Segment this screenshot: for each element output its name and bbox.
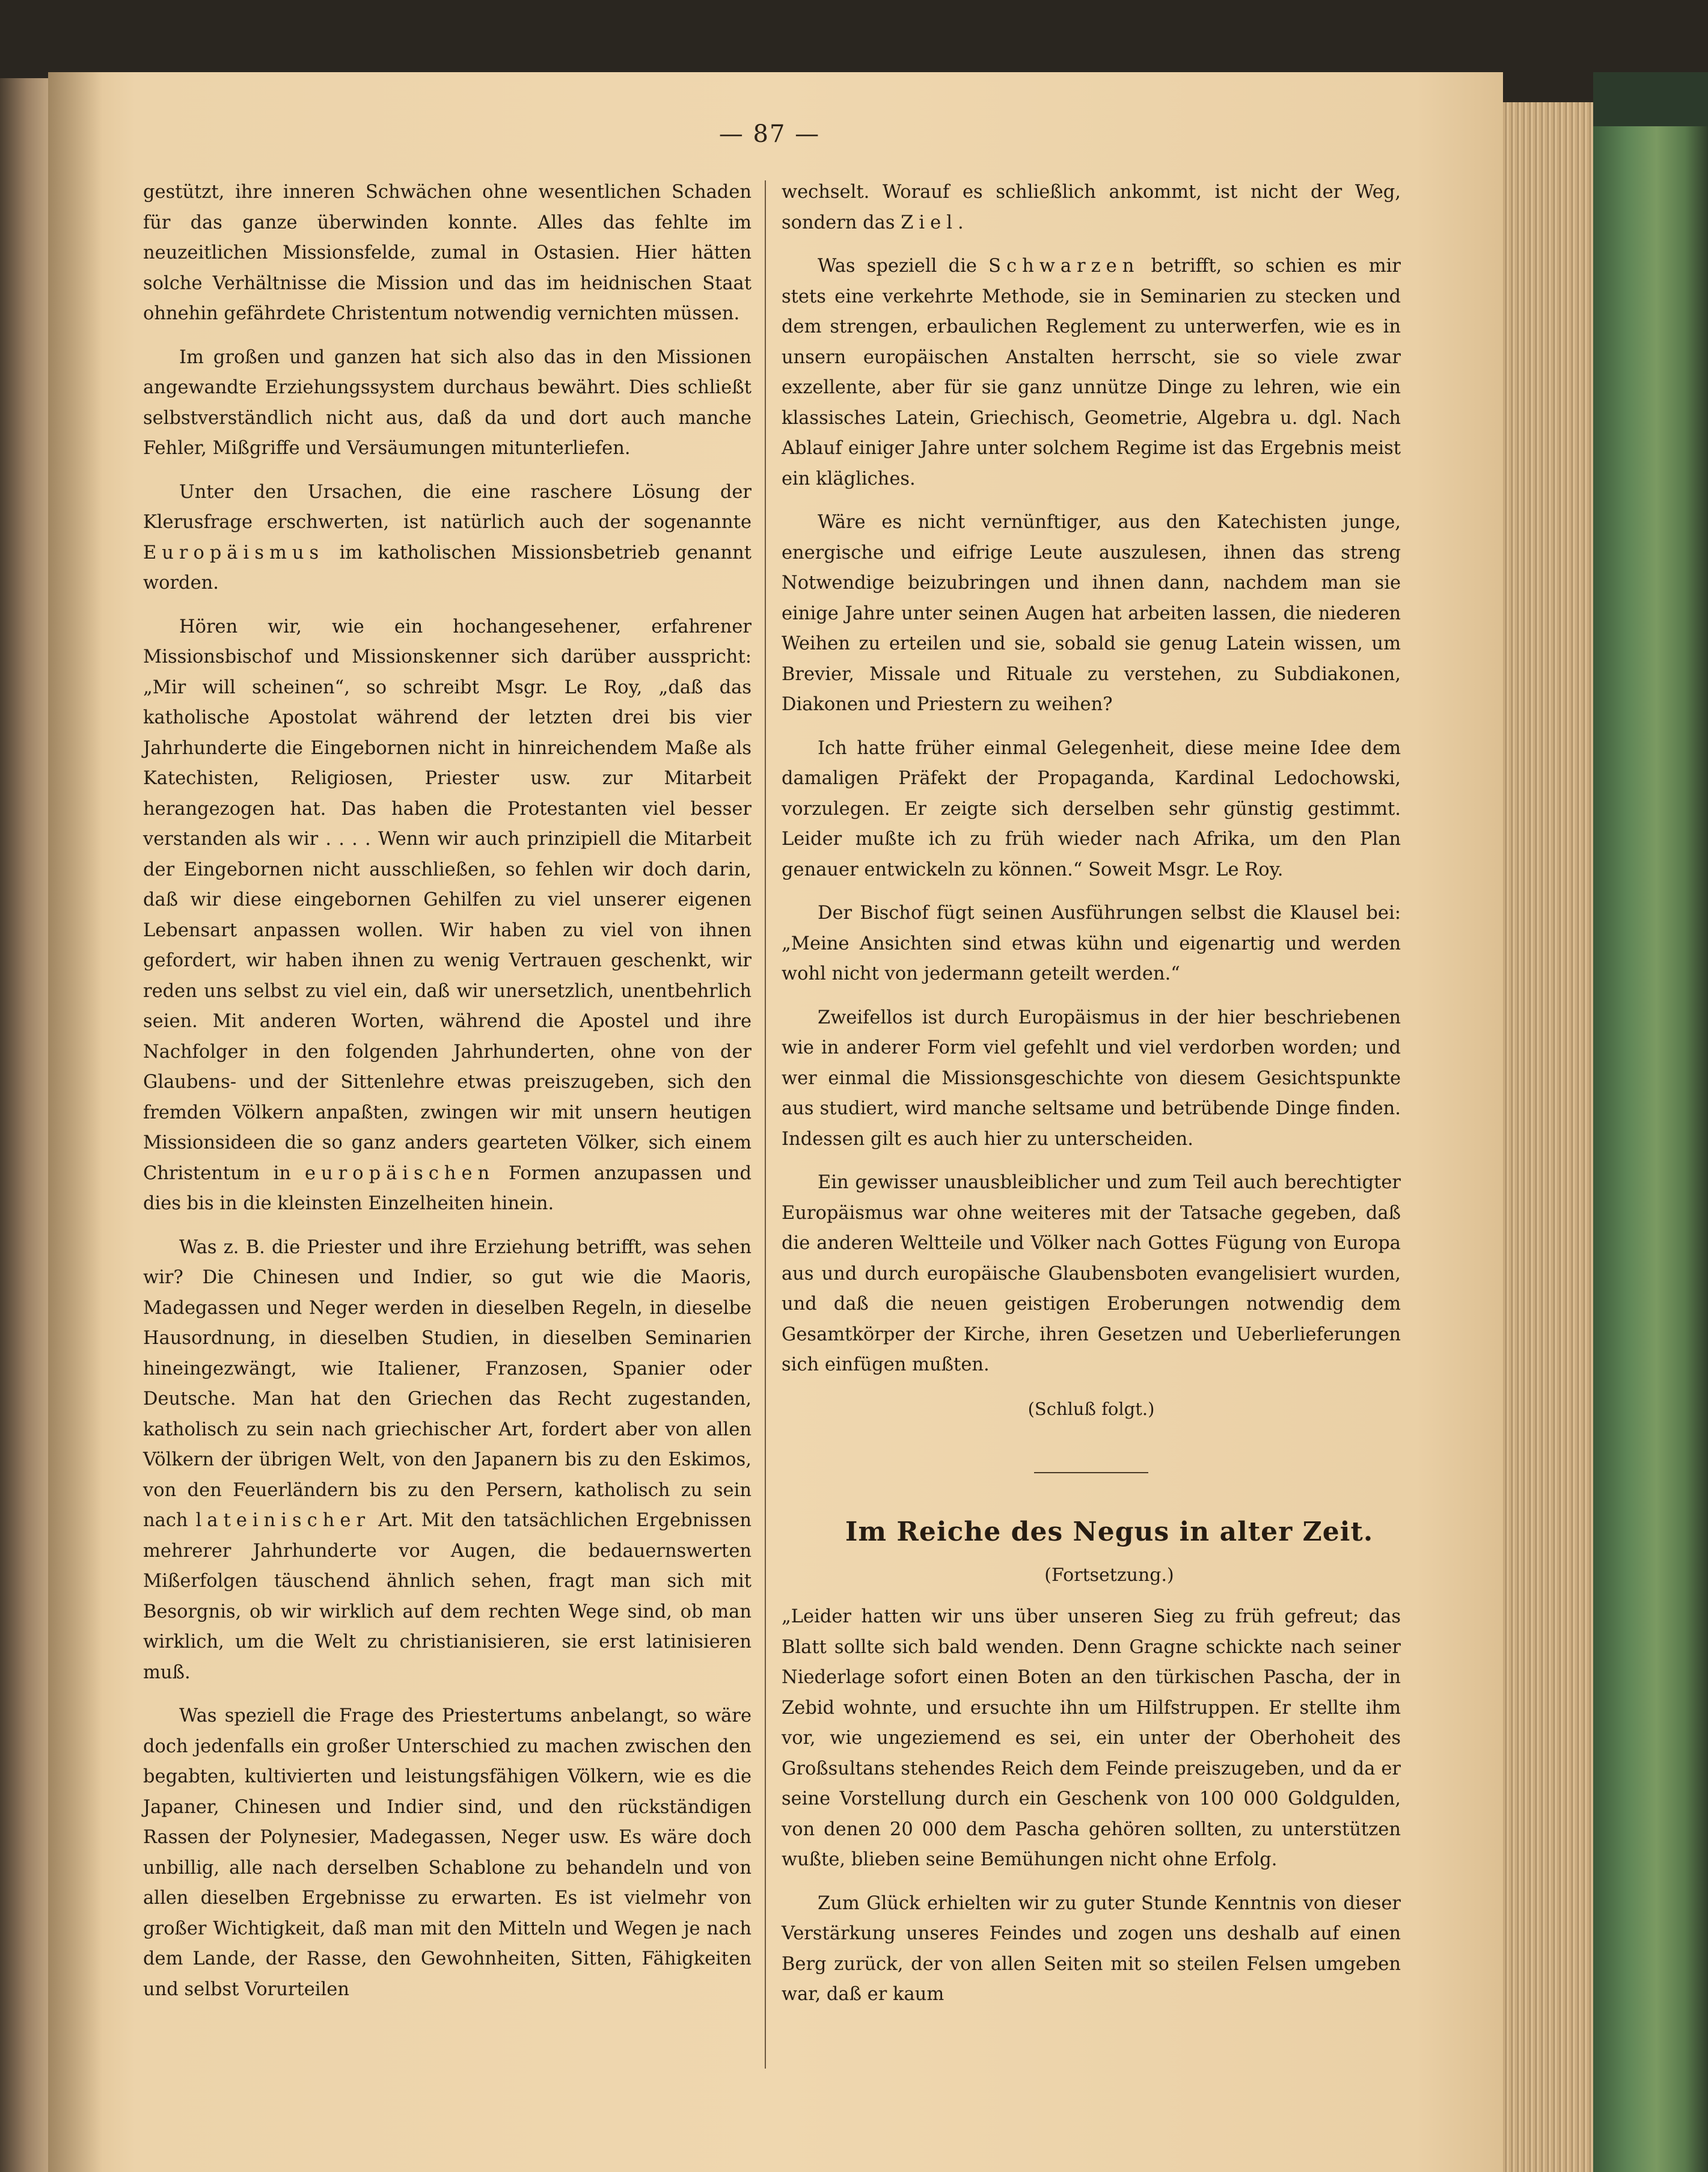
paragraph: Der Bischof fügt seinen Ausführungen selbst die Klausel bei: „Meine Ansichten sind etwas kühn und eigenartig und werden wohl nicht von jedermann geteilt werden.“ — [782, 903, 1401, 984]
paragraph: gestützt, ihre inneren Schwächen ohne wesentlichen Schaden für das ganze überwinden konnte. Alles das fehlte im neuzeitlichen Missionsfelde, zumal in Ostasien. Hier hätten solche Verhältnisse die Mission und das im heidnischen Staat ohnehin gefährdete Christentum notwendig vernichten müssen. — [143, 182, 751, 324]
paragraph: Was speziell die Schwarzen betrifft, so schien es mir stets eine verkehrte Methode, sie in Seminarien zu stecken und dem strengen, erbaulichen Reglement zu unterwerfen, wie es in unsern europäischen Anstalten herrscht, sie so viele zwar exzellente, aber für sie ganz unnütze Dinge zu lehren, wie ein klassisches Latein, Griechisch, Geometrie, Algebra u. dgl. Nach Ablauf einiger Jahre unter solchem Regime ist das Ergebnis meist ein klägliches. — [782, 256, 1401, 489]
spaced-emphasis: Europäismus — [143, 542, 325, 563]
spaced-emphasis: Schwarzen — [988, 256, 1140, 277]
page-stack-edge — [1503, 102, 1593, 2172]
article-subtitle: (Fortsetzung.) — [1044, 1565, 1174, 1586]
column-divider — [765, 180, 766, 2069]
left-column — [143, 177, 751, 2108]
paragraph: Was speziell die Frage des Priestertums anbelangt, so wäre doch jedenfalls ein großer Unterschied zu machen zwischen den begabten, kultivierten und leistungsfähigen Völkern, wie es die Japaner, Chinesen und Indier sind, und den rückständigen Rassen der Polynesier, Madegassen, Neger usw. Es wäre doch unbillig, alle nach derselben Schablone zu behandeln und von allen dieselben Ergebnisse zu erwarten. Es ist vielmehr von großer Wichtigkeit, daß man mit den Mitteln und Wegen je nach dem Lande, der Rasse, den Gewohnheiten, Sitten, Fähigkeiten und selbst Vorurteilen — [143, 1705, 751, 2000]
continued-note: (Schluß folgt.) — [1027, 1398, 1155, 1419]
paragraph: Zum Glück erhielten wir zu guter Stunde Kenntnis von dieser Verstärkung unseres Feindes und zogen uns deshalb auf einen Berg zurück, der von allen Seiten mit so steilen Felsen umgeben war, daß er kaum — [782, 1892, 1401, 2005]
paragraph: „Leider hatten wir uns über unseren Sieg zu früh gefreut; das Blatt sollte sich bald wenden. Denn Gragne schickte nach seiner Niederlage sofort einen Boten an den türkischen Pascha, der in Zebid wohnte, und ersuchte ihn um Hilfstruppen. Er stellte ihm vor, wie ungeziemend es sei, ein unter der Oberhoheit des Großsultans stehendes Reich dem Feinde preiszugeben, und da er seine Vorstellung durch ein Geschenk von 100 000 Goldgulden, von denen 20 000 dem Pascha gehören sollten, zu unterstützen wußte, blieben seine Bemühungen nicht ohne Erfolg. — [782, 1606, 1401, 1870]
spaced-emphasis: lateinischer — [195, 1510, 371, 1531]
page-number: — 87 — — [718, 120, 821, 148]
paragraph: Im großen und ganzen hat sich also das in den Missionen angewandte Erziehungssystem durchaus bewährt. Dies schließt selbstverständlich nicht aus, daß da und dort auch manche Fehler, Mißgriffe und Versäumungen mitunterliefen. — [143, 346, 751, 459]
article-title: Im Reiche des Negus in alter Zeit. — [845, 1517, 1374, 1547]
section-divider-rule — [1034, 1472, 1148, 1473]
book-cover-edge — [1593, 72, 1708, 2172]
book-cover-band — [1593, 72, 1708, 126]
paragraph: Unter den Ursachen, die eine raschere Lösung der Klerusfrage erschwerten, ist natürlich auch der sogenannte Europäismus im katholischen Missionsbetrieb genannt worden. — [143, 481, 751, 594]
spaced-emphasis: Ziel — [901, 212, 958, 233]
paragraph: Zweifellos ist durch Europäismus in der hier beschriebenen wie in anderer Form viel gefehlt und viel verdorben worden; und wer einmal die Missionsgeschichte von diesem Gesichtspunkte aus studiert, wird manche seltsame und betrübende Dinge finden. Indessen gilt es auch hier zu unterscheiden. — [782, 1007, 1401, 1150]
paragraph: wechselt. Worauf es schließlich ankommt, ist nicht der Weg, sondern das Ziel. — [782, 182, 1401, 233]
left-page-edge — [0, 78, 54, 2172]
gutter-shadow — [48, 72, 102, 2172]
right-column — [782, 177, 1401, 2108]
paragraph: Ein gewisser unausbleiblicher und zum Teil auch berechtigter Europäismus war ohne weiteres mit der Tatsache gegeben, daß die anderen Weltteile und Völker nach Gottes Fügung von Europa aus und durch europäische Glaubensboten evangelisiert wurden, und daß die neuen geistigen Eroberungen notwendig dem Gesamtkörper der Kirche, ihren Gesetzen und Ueberlieferungen sich einfügen mußten. — [782, 1172, 1401, 1375]
paragraph: Was z. B. die Priester und ihre Erziehung betrifft, was sehen wir? Die Chinesen und Indier, so gut wie die Maoris, Madegassen und Neger werden in dieselben Regeln, in dieselbe Hausordnung, in dieselben Studien, in dieselben Seminarien hineingezwängt, wie Italiener, Franzosen, Spanier oder Deutsche. Man hat den Griechen das Recht zugestanden, katholisch zu sein nach griechischer Art, fordert aber von allen Völkern der übrigen Welt, von den Japanern bis zu den Eskimos, von den Feuerländern bis zu den Persern, katholisch zu sein nach lateinischer Art. Mit den tatsächlichen Ergebnissen mehrerer Jahrhunderte vor Augen, die bedauernswerten Mißerfolgen täuschend ähnlich sehen, fragt man sich mit Besorgnis, ob wir wirklich auf dem rechten Wege sind, ob man wirklich, um die Welt zu christianisieren, sie erst latinisieren muß. — [143, 1236, 752, 1683]
paragraph: Wäre es nicht vernünftiger, aus den Katechisten junge, energische und eifrige Leute auszulesen, ihnen das streng Notwendige beizubringen und ihnen dann, nachdem man sie einige Jahre unter seinen Augen hat arbeiten lassen, die niederen Weihen zu erteilen und sie, sobald sie genug Latein wissen, um Brevier, Missale und Rituale zu verstehen, zu Subdiakonen, Diakonen und Priestern zu weihen? — [782, 512, 1401, 715]
paragraph: Hören wir, wie ein hochangesehener, erfahrener Missionsbischof und Missionskenner sich darüber ausspricht: „Mir will scheinen“, so schreibt Msgr. Le Roy, „daß das katholische Apostolat während der letzten drei bis vier Jahrhunderte die Eingebornen nicht in hinreichendem Maße als Katechisten, Religiosen, Priester usw. zur Mitarbeit herangezogen hat. Das haben die Protestanten viel besser verstanden als wir . . . . Wenn wir auch prinzipiell die Mitarbeit der Eingebornen nicht ausschließen, so fehlen wir doch darin, daß wir diese eingebornen Gehilfen zu viel unserer eigenen Lebensart anpassen wollen. Wir haben zu viel von ihnen gefordert, wir haben ihnen zu wenig Vertrauen geschenkt, wir reden uns selbst zu viel ein, daß wir unersetzlich, unentbehrlich seien. Mit anderen Worten, während die Apostel und ihre Nachfolger in den folgenden Jahrhunderten, ohne von der Glaubens- und der Sittenlehre etwas preiszugeben, sich den fremden Völkern anpaßten, zwingen wir mit unsern heutigen Missionsideen die so ganz anders gearteten Völker, sich einem Christentum in europäischen Formen anzupassen und dies bis in die kleinsten Einzelheiten hinein. — [143, 616, 751, 1214]
spaced-emphasis: europäischen — [304, 1162, 495, 1184]
paragraph: Ich hatte früher einmal Gelegenheit, diese meine Idee dem damaligen Präfekt der Propaganda, Kardinal Ledochowski, vorzulegen. Er zeigte sich derselben sehr günstig gestimmt. Leider mußte ich zu früh wieder nach Afrika, um den Plan genauer entwickeln zu können.“ Soweit Msgr. Le Roy. — [782, 737, 1401, 880]
